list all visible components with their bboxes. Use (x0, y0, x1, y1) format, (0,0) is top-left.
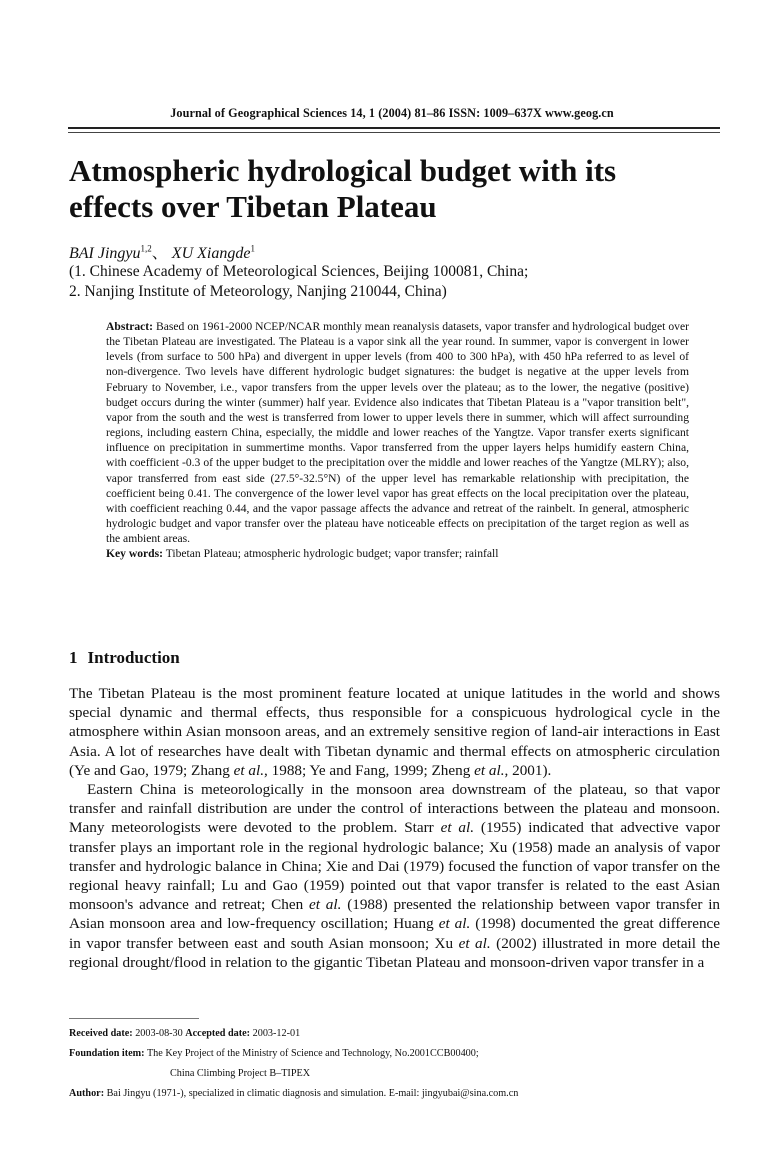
author-1-affil-sup: 1,2 (140, 243, 152, 254)
abstract-paragraph (106, 319, 689, 546)
etal-italic: et al. (474, 761, 505, 779)
intro-p2-text-c: (1988) presented the relationship between vapor transfer in Asian monsoon area and low-frequency oscillation; Huang (69, 896, 721, 933)
section-heading-introduction (69, 648, 180, 668)
header-rule-thin (68, 132, 720, 133)
author-1-name: BAI Jingyu (69, 245, 141, 262)
foundation-label: Foundation item: (69, 1048, 145, 1059)
intro-p2-text-d: (1998) documented the great difference in vapor transfer between east and south Asian monsoon; Xu (69, 915, 721, 952)
received-value: 2003-08-30 (135, 1028, 183, 1039)
intro-p2-text-e: (2002) illustrated in more detail the regional drought/flood in relation to the gigantic Tibetan Plateau and monsoon-driven vapor transfer in a (69, 934, 721, 971)
intro-p2-text-b: (1955) indicated that advective vapor transfer plays an important role in the regional hydrologic balance; Xu (1958) made an analysis of vapor transfer and hydrologic balance in China; Xie and Dai (1979) focused the function of vapor transfer on the regional heavy rainfall; Lu and Gao (1959) pointed out that vapor transfer is related to the east Asian monsoon's advance and retreat; Chen (69, 819, 721, 914)
author-separator: 、 (151, 245, 168, 262)
intro-p1-text-c: , 2001). (504, 761, 552, 779)
intro-p1-text-a: The Tibetan Plateau is the most prominent feature located at unique latitudes in the world and shows special dynamic and thermal effects, thus responsible for a conspicuous hydrological cycle in the atmosphere within Asian monsoon areas, and an extremely sensitive region of land-air interactions in East Asia. A lot of researches have dealt with Tibetan dynamic and thermal effects on atmospheric circulation (Ye and Gao, 1979; Zhang (69, 685, 720, 779)
title-line-1: Atmospheric hydrological budget with its (69, 153, 617, 188)
etal-italic: et al. (233, 761, 265, 779)
etal-italic: et al. (438, 915, 471, 933)
footnote-rule (69, 1018, 199, 1019)
accepted-value: 2003-12-01 (252, 1028, 301, 1039)
author-2-name: XU Xiangde (171, 245, 251, 262)
affiliation-1: (1. Chinese Academy of Meteorological Sciences, Beijing 100081, China; (69, 263, 529, 280)
intro-p2-text-a: Eastern China is meteorologically in the monsoon area downstream of the plateau, so that vapor transfer and rainfall distribution are under the control of interactions between the plateau and monsoon. Many meteorologists were devoted to the problem. Starr (69, 781, 720, 837)
author-line (69, 240, 255, 263)
foundation-value-2: China Climbing Project B–TIPEX (170, 1068, 311, 1079)
keywords-label: Key words: (106, 547, 163, 561)
title-line-2: effects over Tibetan Plateau (69, 189, 437, 224)
keywords-line (106, 546, 689, 561)
intro-p1-text-b: , 1988; Ye and Fang, 1999; Zheng (264, 761, 471, 779)
etal-italic: et al. (458, 934, 491, 952)
abstract-text: Based on 1961-2000 NCEP/NCAR monthly mean reanalysis datasets, vapor transfer and hydrological budget over the Tibetan Plateau are investigated. The Plateau is a vapor sink all the year round. In summer, vapor is convergent in lower levels (from surface to 500 hPa) and divergent in upper levels (from 400 to 300 hPa), with 450 hPa referred to as level of non-divergence. Two levels have different hydrologic budget signatures: the budget is negative at the upper levels from February to November, i.e., vapor transfers from the upper levels over the plateau; as to the lower, the negative (positive) budget occurs during the winter (summer) half year. Evidence also indicates that Tibetan Plateau is a "vapor transition belt", vapor from the south and the west is transferred from lower to upper levels there in summer, which will affect surrounding regions, including eastern China, especially, the middle and lower reaches of the Yangtze. Vapor transfer exerts significant influence on precipitation in summertime months. Vapor transferred from the upper layers helps humidify eastern China, with coefficient -0.3 of the upper budget to the precipitation over the middle and lower reaches of the Yangtze (MLRY); also, vapor transferred from east side (27.5°-32.5°N) of the upper level has remarkable relationship with precipitation, the coefficient being 0.41. The convergence of the lower level vapor has great effects on the local precipitation over the plateau, with coefficient reaching 0.44, and the vapor passage affects the advance and retreat of the rainbelt. In general, atmospheric hydrologic budget and vapor transfer over the plateau have noticeable effects on precipitation of the target region as well as the ambient areas. (106, 320, 689, 546)
header-rule-thick (68, 127, 720, 129)
etal-italic: et al. (309, 896, 342, 914)
foundation-value-1: The Key Project of the Ministry of Science and Technology, No.2001CCB00400; (146, 1048, 479, 1059)
abstract (106, 319, 689, 562)
abstract-label: Abstract: (106, 320, 154, 333)
section-title: Introduction (87, 648, 180, 667)
paper-title (69, 153, 729, 225)
introduction-body (69, 684, 720, 972)
footnotes (69, 1024, 729, 1104)
section-number: 1 (69, 648, 78, 667)
received-label: Received date: (69, 1028, 133, 1039)
intro-paragraph-2 (69, 780, 720, 972)
footnote-dates (69, 1024, 729, 1044)
keywords-text: Tibetan Plateau; atmospheric hydrologic budget; vapor transfer; rainfall (165, 547, 499, 561)
author-label: Author: (69, 1088, 105, 1099)
journal-header: Journal of Geographical Sciences 14, 1 (2004) 81–86 ISSN: 1009–637X www.geog.cn (170, 106, 614, 120)
author-2-affil-sup: 1 (250, 243, 255, 254)
footnote-foundation (69, 1044, 729, 1084)
accepted-label: Accepted date: (185, 1028, 251, 1039)
etal-italic: et al. (440, 819, 475, 837)
author-value: Bai Jingyu (1971-), specialized in climatic diagnosis and simulation. E-mail: jingyubai@sina.com.cn (106, 1088, 519, 1099)
intro-paragraph-1 (69, 684, 720, 780)
affiliation-2: 2. Nanjing Institute of Meteorology, Nanjing 210044, China) (69, 283, 447, 300)
footnote-author (69, 1084, 729, 1104)
